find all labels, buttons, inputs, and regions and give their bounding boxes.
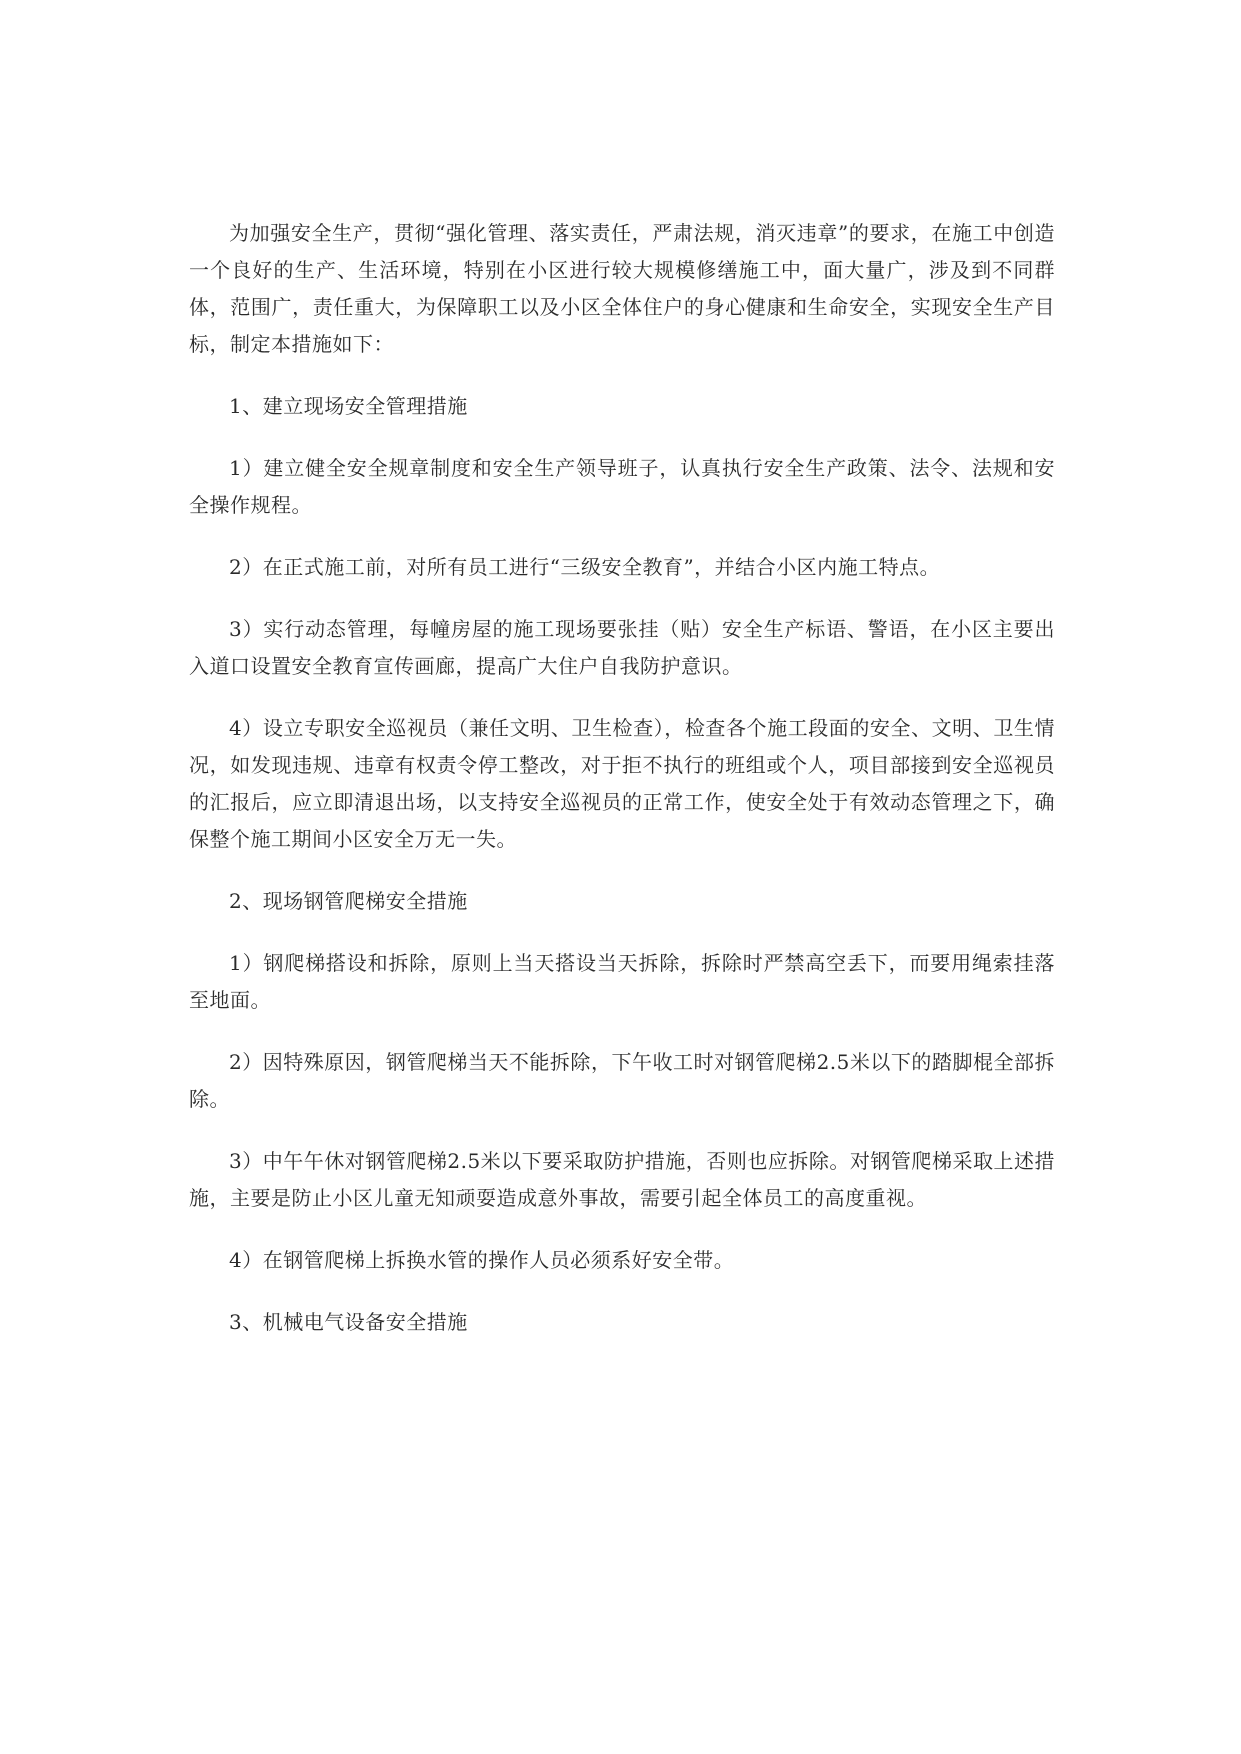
paragraph-2-2: 2）因特殊原因，钢管爬梯当天不能拆除，下午收工时对钢管爬梯2.5米以下的踏脚棍全部拆除。 — [189, 1050, 1055, 1111]
section-heading-1: 1、建立现场安全管理措施 — [229, 394, 468, 418]
paragraph-2-1: 1）钢爬梯搭设和拆除，原则上当天搭设当天拆除，拆除时严禁高空丢下，而要用绳索挂落至地面。 — [189, 951, 1055, 1012]
paragraph-2-3: 3）中午午休对钢管爬梯2.5米以下要采取防护措施，否则也应拆除。对钢管爬梯采取上述措施，主要是防止小区儿童无知顽耍造成意外事故，需要引起全体员工的高度重视。 — [189, 1149, 1055, 1210]
paragraph-1-2: 2）在正式施工前，对所有员工进行“三级安全教育”，并结合小区内施工特点。 — [229, 555, 941, 579]
paragraph-1-3: 3）实行动态管理，每幢房屋的施工现场要张挂（贴）安全生产标语、警语，在小区主要出入道口设置安全教育宣传画廊，提高广大住户自我防护意识。 — [189, 617, 1055, 678]
document-body — [189, 215, 1055, 1366]
section-heading-2: 2、现场钢管爬梯安全措施 — [229, 889, 468, 913]
paragraph-1-4: 4）设立专职安全巡视员（兼任文明、卫生检查），检查各个施工段面的安全、文明、卫生情况，如发现违规、违章有权责令停工整改，对于拒不执行的班组或个人，项目部接到安全巡视员的汇报后，应立即清退出场，以支持安全巡视员的正常工作，使安全处于有效动态管理之下，确保整个施工期间小区安全万无一失。 — [189, 716, 1055, 851]
intro-paragraph: 为加强安全生产，贯彻“强化管理、落实责任，严肃法规，消灭违章”的要求，在施工中创造一个良好的生产、生活环境，特别在小区进行较大规模修缮施工中，面大量广，涉及到不同群体，范围广，责任重大，为保障职工以及小区全体住户的身心健康和生命安全，实现安全生产目标，制定本措施如下： — [189, 221, 1055, 356]
section-heading-3: 3、机械电气设备安全措施 — [229, 1310, 468, 1334]
paragraph-2-4: 4）在钢管爬梯上拆换水管的操作人员必须系好安全带。 — [229, 1248, 735, 1272]
paragraph-1-1: 1）建立健全安全规章制度和安全生产领导班子，认真执行安全生产政策、法令、法规和安全操作规程。 — [189, 456, 1055, 517]
